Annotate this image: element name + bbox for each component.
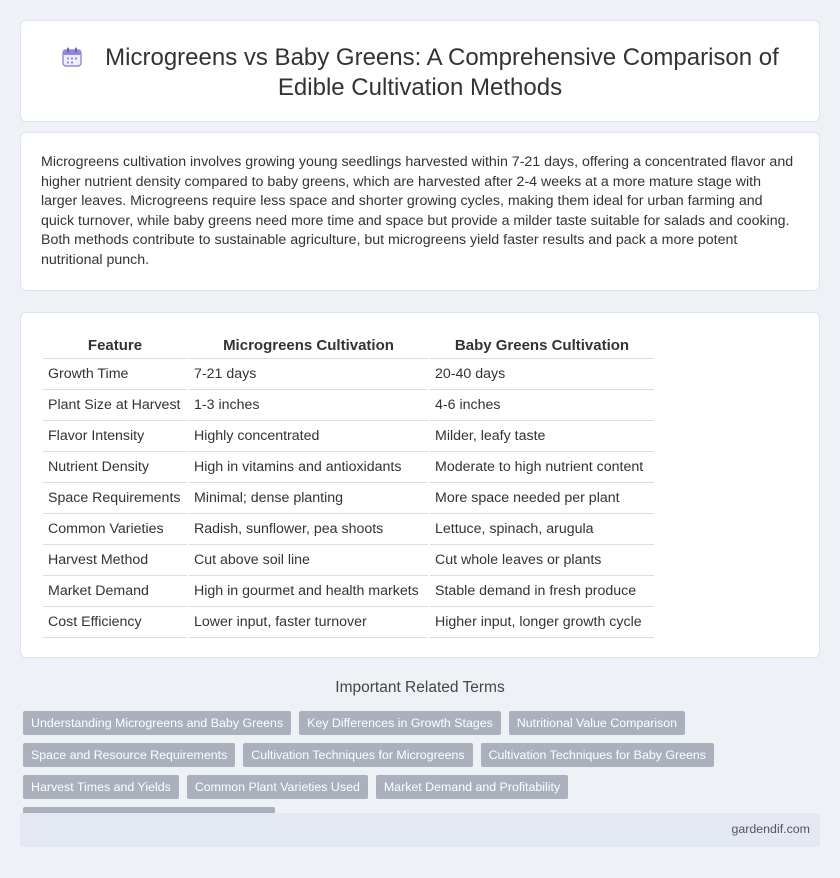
header-feature: Feature xyxy=(43,333,188,358)
table-header-row xyxy=(43,333,654,358)
feature-cell: Space Requirements xyxy=(43,482,188,513)
baby-greens-cell: Higher input, longer growth cycle xyxy=(429,606,654,637)
header-baby-greens: Baby Greens Cultivation xyxy=(429,333,654,358)
table-row xyxy=(43,544,654,575)
title-line-2: Edible Cultivation Methods xyxy=(277,74,563,101)
calendar-icon xyxy=(61,46,83,68)
comparison-table-card xyxy=(20,312,820,658)
microgreens-cell: Cut above soil line xyxy=(188,544,429,575)
baby-greens-cell: Lettuce, spinach, arugula xyxy=(429,513,654,544)
related-term-tag[interactable]: Harvest Times and Yields xyxy=(23,775,179,799)
feature-cell: Cost Efficiency xyxy=(43,606,188,637)
related-term-tag[interactable]: Understanding Microgreens and Baby Greens xyxy=(23,711,291,735)
related-terms-heading: Important Related Terms xyxy=(335,679,505,696)
header-microgreens: Microgreens Cultivation xyxy=(188,333,429,358)
feature-cell: Common Varieties xyxy=(43,513,188,544)
intro-paragraph: Microgreens cultivation involves growing young seedlings harvested within 7-21 days, offering a concentrated flavor and higher nutrient density compared to baby greens, which are harvested after 2-4 weeks at a more mature stage with larger leaves. Microgreens require less space and shorter growing cycles, making them ideal for urban farming and quick turnover, while baby greens need more time and space but provide a milder taste suitable for salads and cooking. Both methods contribute to sustainable agriculture, but microgreens yield faster results and pack a more potent nutritional punch. xyxy=(41,154,794,268)
related-term-tag[interactable]: Key Differences in Growth Stages xyxy=(299,711,501,735)
related-term-tag[interactable]: Common Plant Varieties Used xyxy=(187,775,368,799)
table-row xyxy=(43,575,654,606)
related-term-tag[interactable]: Nutritional Value Comparison xyxy=(509,711,685,735)
baby-greens-cell: Moderate to high nutrient content xyxy=(429,451,654,482)
table-row xyxy=(43,482,654,513)
feature-cell: Growth Time xyxy=(43,358,188,389)
title-line-1: Microgreens vs Baby Greens: A Comprehensive Comparison of xyxy=(105,44,779,71)
feature-cell: Flavor Intensity xyxy=(43,420,188,451)
comparison-table xyxy=(43,333,654,638)
page-title xyxy=(21,43,819,103)
microgreens-cell: 7-21 days xyxy=(188,358,429,389)
feature-cell: Market Demand xyxy=(43,575,188,606)
microgreens-cell: High in gourmet and health markets xyxy=(188,575,429,606)
table-row xyxy=(43,451,654,482)
microgreens-cell: Minimal; dense planting xyxy=(188,482,429,513)
table-row xyxy=(43,606,654,637)
intro-card xyxy=(20,132,820,291)
microgreens-cell: Lower input, faster turnover xyxy=(188,606,429,637)
baby-greens-cell: Stable demand in fresh produce xyxy=(429,575,654,606)
site-link[interactable]: gardendif.com xyxy=(731,822,810,836)
microgreens-cell: 1-3 inches xyxy=(188,389,429,420)
table-row xyxy=(43,389,654,420)
related-term-tag[interactable]: Cultivation Techniques for Microgreens xyxy=(243,743,472,767)
baby-greens-cell: More space needed per plant xyxy=(429,482,654,513)
microgreens-cell: Highly concentrated xyxy=(188,420,429,451)
related-term-tag[interactable]: Cultivation Techniques for Baby Greens xyxy=(481,743,714,767)
baby-greens-cell: 20-40 days xyxy=(429,358,654,389)
footer xyxy=(20,813,820,847)
microgreens-cell: Radish, sunflower, pea shoots xyxy=(188,513,429,544)
baby-greens-cell: Milder, leafy taste xyxy=(429,420,654,451)
feature-cell: Harvest Method xyxy=(43,544,188,575)
related-term-tag[interactable]: Space and Resource Requirements xyxy=(23,743,235,767)
feature-cell: Nutrient Density xyxy=(43,451,188,482)
table-row xyxy=(43,420,654,451)
related-term-tag[interactable]: Market Demand and Profitability xyxy=(376,775,568,799)
table-row xyxy=(43,513,654,544)
baby-greens-cell: 4-6 inches xyxy=(429,389,654,420)
header-card xyxy=(20,20,820,122)
table-row xyxy=(43,358,654,389)
feature-cell: Plant Size at Harvest xyxy=(43,389,188,420)
baby-greens-cell: Cut whole leaves or plants xyxy=(429,544,654,575)
microgreens-cell: High in vitamins and antioxidants xyxy=(188,451,429,482)
